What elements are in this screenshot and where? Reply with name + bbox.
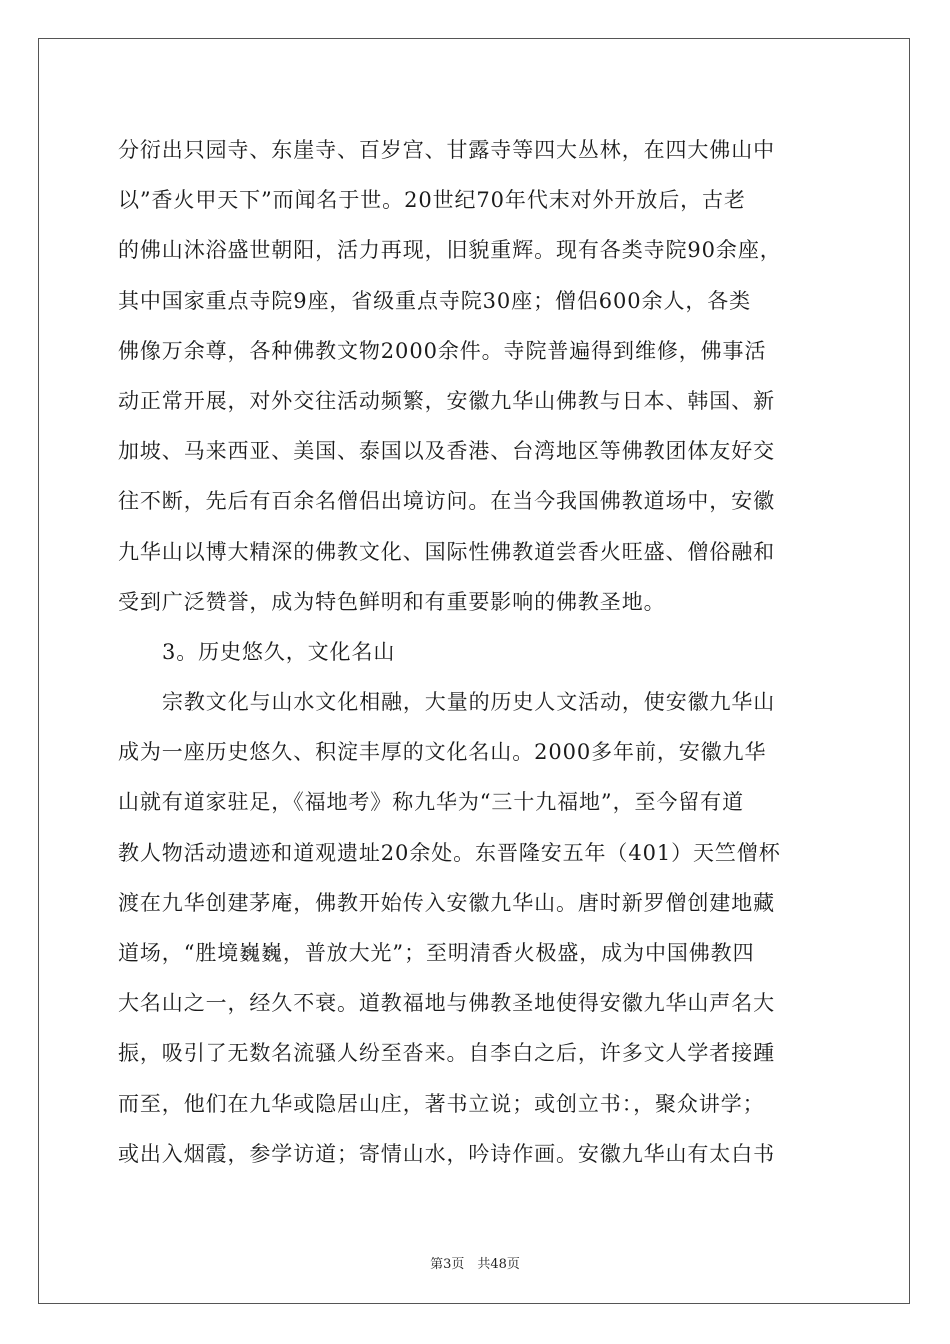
text-line: 成为一座历史悠久、积淀丰厚的文化名山。2000多年前，安徽九华	[118, 740, 767, 765]
text-line: 宗教文化与山水文化相融，大量的历史人文活动，使安徽九华山	[162, 690, 776, 715]
text-line: 的佛山沐浴盛世朝阳，活力再现，旧貌重辉。现有各类寺院90余座，	[118, 238, 782, 263]
text-line: 或出入烟霞，参学访道；寄情山水，吟诗作画。安徽九华山有太白书	[118, 1141, 775, 1166]
text-line: 其中国家重点寺院9座，省级重点寺院30座；僧侣600余人，各类	[118, 288, 752, 313]
text-line: 山就有道家驻足，《福地考》称九华为“三十九福地”，至今留有道	[118, 790, 744, 815]
text-line: 加坡、马来西亚、美国、泰国以及香港、台湾地区等佛教团体友好交	[118, 439, 775, 464]
text-line: 九华山以博大精深的佛教文化、国际性佛教道尝香火旺盛、僧俗融和	[118, 539, 775, 564]
text-line: 大名山之一，经久不衰。道教福地与佛教圣地使得安徽九华山声名大	[118, 991, 775, 1016]
document-body	[118, 125, 858, 1179]
text-line: 往不断，先后有百余名僧侣出境访问。在当今我国佛教道场中，安徽	[118, 489, 775, 514]
text-line: 佛像万余尊，各种佛教文物2000余件。寺院普遍得到维修，佛事活	[118, 338, 767, 363]
text-line: 渡在九华创建茅庵，佛教开始传入安徽九华山。唐时新罗僧创建地藏	[118, 890, 775, 915]
text-line: 振，吸引了无数名流骚人纷至沓来。自李白之后，许多文人学者接踵	[118, 1041, 775, 1066]
text-line: 分衍出只园寺、东崖寺、百岁宫、甘露寺等四大丛林，在四大佛山中	[118, 138, 775, 162]
text-line: 3。历史悠久，文化名山	[162, 639, 396, 664]
text-line: 动正常开展，对外交往活动频繁，安徽九华山佛教与日本、韩国、新	[118, 388, 775, 413]
page-number-footer: 第3页 共48页	[430, 1257, 520, 1272]
text-line: 而至，他们在九华或隐居山庄，著书立说；或创立书：，聚众讲学；	[118, 1091, 765, 1116]
text-line: 教人物活动遗迹和道观遗址20余处。东晋隆安五年（401）天竺僧杯	[118, 840, 781, 865]
text-line: 受到广泛赞誉，成为特色鲜明和有重要影响的佛教圣地。	[118, 589, 666, 614]
text-line: 以”香火甲天下”而闻名于世。20世纪70年代末对外开放后，古老	[118, 188, 746, 213]
text-line: 道场，“胜境巍巍，普放大光”；至明清香火极盛，成为中国佛教四	[118, 941, 755, 965]
